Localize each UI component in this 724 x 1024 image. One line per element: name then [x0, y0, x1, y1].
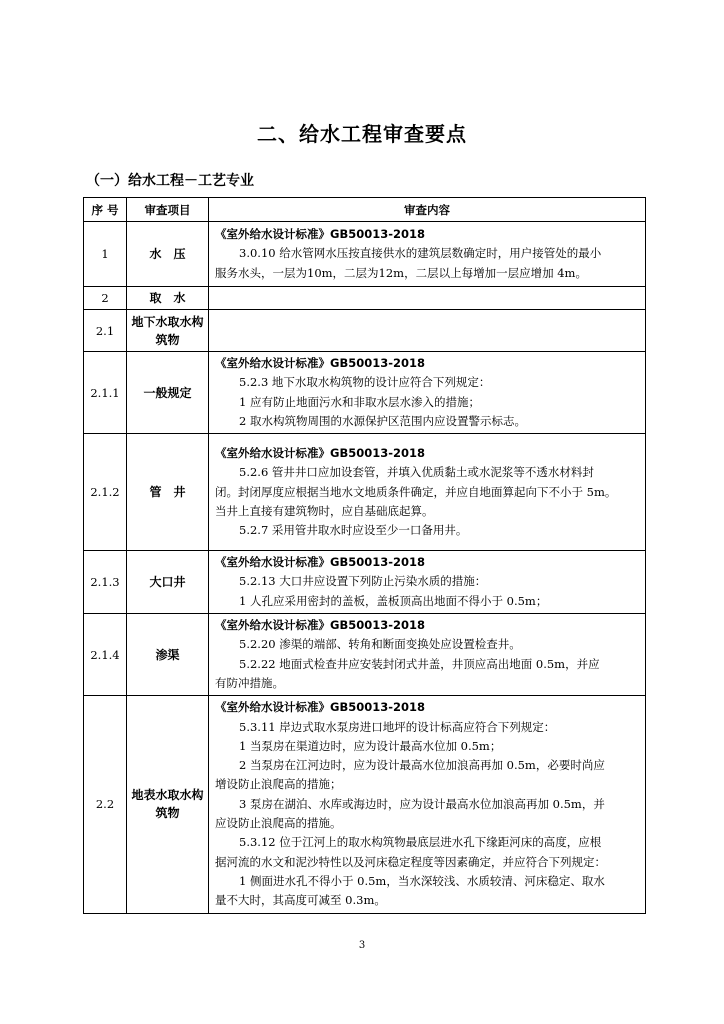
clause-text: 量不大时，其高度可减至 0.3m。: [215, 893, 386, 908]
clause-text: 1 当泵房在渠道边时，应为设计最高水位加 0.5m；: [239, 738, 502, 753]
clause-text: 服务水头，一层为10m，二层为12m，二层以上每增加一层应增加 4m。: [215, 265, 587, 280]
standard-reference: 《室外给水设计标准》GB50013-2018: [215, 555, 425, 570]
section-subtitle: （一）给水工程－工艺专业: [86, 173, 254, 189]
table-header-row: [84, 198, 646, 222]
row-number: 2.1.4: [84, 614, 127, 696]
standard-reference: 《室外给水设计标准》GB50013-2018: [215, 700, 425, 715]
review-content: [209, 614, 646, 696]
clause-text: 据河流的水文和泥沙特性以及河床稳定程度等因素确定，并应符合下列规定：: [215, 854, 606, 869]
row-number: 2.1.3: [84, 551, 127, 614]
standard-reference: 《室外给水设计标准》GB50013-2018: [215, 618, 425, 633]
review-table: [83, 197, 646, 914]
review-content: [209, 310, 646, 352]
review-item: 渗渠: [127, 614, 209, 696]
review-content: [209, 287, 646, 310]
review-item: 一般规定: [127, 352, 209, 434]
row-number: 2.2: [84, 696, 127, 913]
row-number: 2.1.2: [84, 434, 127, 551]
header-no: 序 号: [84, 198, 127, 222]
standard-reference: 《室外给水设计标准》GB50013-2018: [215, 227, 425, 242]
review-item: 取 水: [127, 287, 209, 310]
standard-reference: 《室外给水设计标准》GB50013-2018: [215, 356, 425, 370]
table-row: [84, 551, 646, 614]
clause-text: 5.2.6 管井井口应加设套管，并填入优质黏土或水泥浆等不透水材料封: [239, 465, 594, 480]
review-content: [209, 551, 646, 614]
clause-text: 1 侧面进水孔不得小于 0.5m，当水深较浅、水质较清、河床稳定、取水: [239, 873, 605, 888]
standard-reference: 《室外给水设计标准》GB50013-2018: [215, 445, 425, 460]
review-item: 地下水取水构筑物: [127, 310, 209, 352]
review-item: 地表水取水构筑物: [127, 696, 209, 913]
clause-text: 2 取水构筑物周围的水源保护区范围内应设置警示标志。: [239, 413, 526, 428]
row-number: 2.1.1: [84, 352, 127, 434]
clause-text: 当井上直接有建筑物时，应自基础底起算。: [215, 503, 434, 518]
table-row: [84, 310, 646, 352]
clause-text: 5.2.20 渗渠的端部、转角和断面变换处应设置检查井。: [239, 637, 521, 652]
clause-text: 5.2.7 采用管井取水时应设至少一口备用井。: [239, 523, 468, 538]
clause-text: 5.2.3 地下水取水构筑物的设计应符合下列规定：: [239, 375, 491, 390]
page-title: 二、给水工程审查要点: [257, 122, 467, 146]
row-number: 2: [84, 287, 127, 310]
review-content: [209, 434, 646, 551]
table-row: [84, 222, 646, 287]
table-row: [84, 287, 646, 310]
clause-text: 增设防止浪爬高的措施；: [215, 777, 342, 792]
table-row: [84, 434, 646, 551]
clause-text: 3.0.10 给水管网水压按直接供水的建筑层数确定时，用户接管处的最小: [239, 246, 602, 261]
table-row: [84, 696, 646, 913]
clause-text: 闭。封闭厚度应根据当地水文地质条件确定，并应自地面算起向下不小于 5m。: [215, 484, 617, 499]
review-item: 大口井: [127, 551, 209, 614]
review-item: 水 压: [127, 222, 209, 287]
review-content: [209, 696, 646, 913]
clause-text: 1 人孔应采用密封的盖板，盖板顶高出地面不得小于 0.5m；: [239, 593, 548, 608]
clause-text: 1 应有防止地面污水和非取水层水渗入的措施；: [239, 394, 480, 409]
review-content: [209, 352, 646, 434]
review-item: 管 井: [127, 434, 209, 551]
clause-text: 5.3.11 岸边式取水泵房进口地坪的设计标高应符合下列规定：: [239, 719, 556, 734]
clause-text: 5.2.22 地面式检查井应安装封闭式井盖，井顶应高出地面 0.5m，并应: [239, 656, 600, 671]
table-row: [84, 352, 646, 434]
table-row: [84, 614, 646, 696]
clause-text: 应设防止浪爬高的措施。: [215, 816, 342, 831]
row-number: 2.1: [84, 310, 127, 352]
page-number: 3: [358, 940, 366, 951]
clause-text: 3 泵房在湖泊、水库或海边时，应为设计最高水位加浪高再加 0.5m，并: [239, 796, 605, 811]
header-item: 审查项目: [127, 198, 209, 222]
row-number: 1: [84, 222, 127, 287]
clause-text: 5.2.13 大口井应设置下列防止污染水质的措施：: [239, 574, 487, 589]
table-body: [84, 222, 646, 914]
clause-text: 5.3.12 位于江河上的取水构筑物最底层进水孔下缘距河床的高度，应根: [239, 835, 602, 850]
header-content: 审查内容: [209, 198, 646, 222]
clause-text: 有防冲措施。: [215, 675, 284, 690]
clause-text: 2 当泵房在江河边时，应为设计最高水位加浪高再加 0.5m，必要时尚应: [239, 758, 605, 773]
review-content: [209, 222, 646, 287]
